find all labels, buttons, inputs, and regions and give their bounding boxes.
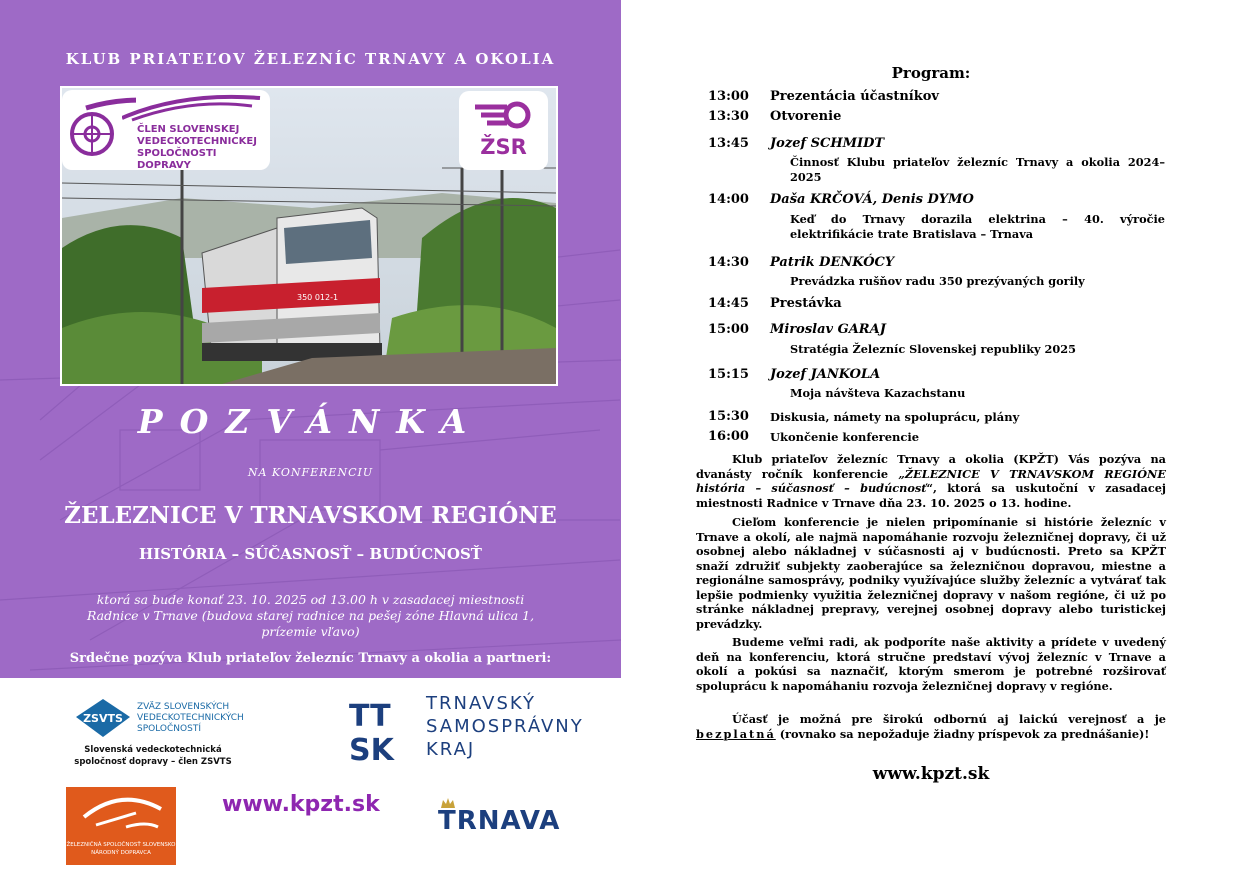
trnava-logo: TRNAVA [438,806,561,836]
svg-text:TT: TT [349,699,391,734]
zsvts-logo-icon [74,697,132,739]
program-topic: Činnosť Klubu priateľov železníc Trnavy a okolia 2024–2025 [790,155,1165,184]
invite-line: Srdečne pozýva Klub priateľov železníc Trnavy a okolia a partneri: [69,651,552,666]
paragraph-goals: Cieľom konferencie je nielen pripomínanie si histórie železníc v Trnave a okolí, ale najmä napomáhanie rozvoju železničnej dopravy, či už osobnej alebo nákladnej v súčasnosti aj v budúcnosti. Preto sa KPŽT snaží združiť subjekty zaoberajúce sa železničnou dopravou, miestne a regionálne samosprávy, podniky využívajúce služby železníc a vytvárať tak lepšie podmienky využitia železničnej dopravy v našom regióne, či už po stránke nákladnej prepravy, verejnej osobnej dopravy alebo turistickej prevádzky. [696,515,1166,631]
zsr-logo: ŽSR [459,91,548,170]
zssk-logo: ŽELEZNIČNÁ SPOLOČNOSŤ SLOVENSKO NÁRODNÝ DOPRAVCA [66,787,176,865]
svts-logo-text: ČLEN SLOVENSKEJ VEDECKOTECHNICKEJ SPOLOČNOSTI DOPRAVY [137,124,257,171]
zsvts-name: ZVÄZ SLOVENSKÝCH VEDECKOTECHNICKÝCH SPOLOČNOSTÍ [137,702,244,734]
program-topic: Moja návšteva Kazachstanu [790,386,966,400]
paragraph-support: Budeme veľmi radi, ak podporíte naše aktivity a prídete v uvedený deň na konferenciu, ktorá stručne predstaví vývoj železníc v Trnave a okolí a pokúsi sa naznačiť, ktorým smerom je potrebné rozširovať spoluprácu k napomáhaniu rozvoja železničnej dopravy v regióne. [696,635,1166,693]
program-topic: Keď do Trnavy dorazila elektrina – 40. výročie elektrifikácie trate Bratislava – Trnava [790,212,1165,241]
program-topic: Stratégia Železníc Slovenskej republiky 2025 [790,342,1076,356]
club-title: KLUB PRIATEĽOV ŽELEZNÍC TRNAVY A OKOLIA [65,50,556,68]
wing-icon [122,92,262,122]
program-title: Program: [891,64,971,82]
venue-text: ktorá sa bude konať 23. 10. 2025 od 13.00 h v zasadacej miestnosti Radnice v Trnave (budova starej radnice na pešej zóne Hlavná ulica 1, prízemie vľavo) [86,592,535,639]
conference-subtitle: HISTÓRIA – SÚČASNOSŤ – BUDÚCNOSŤ [139,545,482,563]
svts-member-logo [62,90,270,170]
ttsk-name: TRNAVSKÝ SAMOSPRÁVNY KRAJ [426,693,584,760]
zsr-emblem-icon [473,99,533,133]
svg-text:ZSVTS: ZSVTS [83,712,123,725]
program-topic: Prevádzka rušňov radu 350 prezývaných gorily [790,274,1085,288]
zsvts-caption: Slovenská vedeckotechnická spoločnosť dopravy – člen ZSVTS [74,745,232,767]
paragraph-participation: Účasť je možná pre širokú odbornú aj laickú verejnosť a je bezplatná (rovnako sa nepožaduje žiadny príspevok za prednášanie)! [696,712,1166,741]
invitation-heading: POZVÁNKA [137,402,484,441]
train-number: 350 012-1 [297,293,339,302]
website-link-left[interactable]: www.kpzt.sk [222,792,380,817]
zssk-emblem-icon [66,787,176,841]
svg-text:SK: SK [349,733,394,764]
invitation-panel [0,0,621,678]
conference-title: ŽELEZNICE V TRNAVSKOM REGIÓNE [64,502,557,529]
to-conference-label: NA KONFERENCIU [247,466,374,479]
ttsk-logo-icon [349,698,413,764]
website-link-right[interactable]: www.kpzt.sk [872,764,990,784]
paragraph-intro: Klub priateľov železníc Trnavy a okolia (KPŽT) Vás pozýva na dvanásty ročník konferencie „ŽELEZNICE V TRNAVSKOM REGIÓNE história – súčasnosť – budúcnosť“, ktorá sa uskutoční v zasadacej miestnosti Radnice v Trnave dňa 23. 10. 2025 o 13. hodine. [696,452,1166,510]
